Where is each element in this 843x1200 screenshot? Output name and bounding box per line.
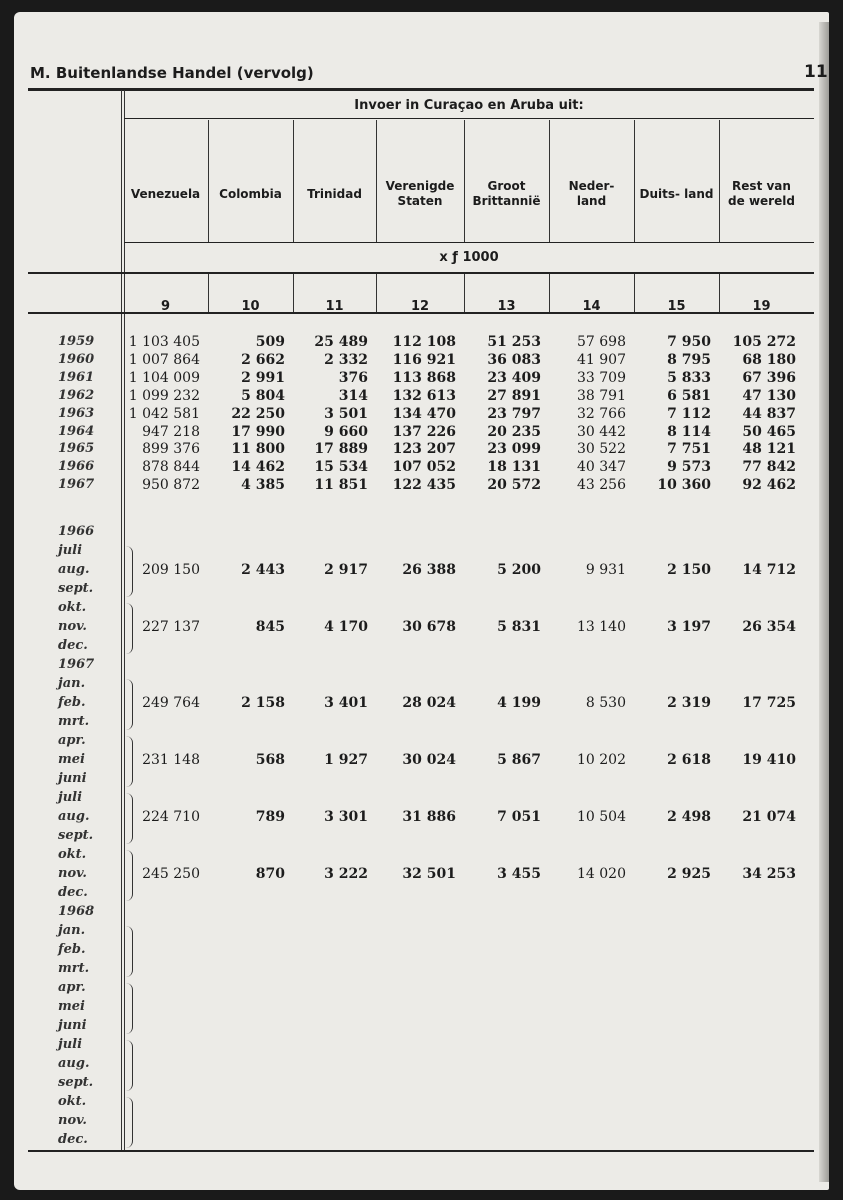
cell-value: 4 170 xyxy=(324,619,368,635)
cell-value: 209 150 xyxy=(142,562,200,578)
page-number: 11 xyxy=(804,62,828,82)
cell-value: 113 868 xyxy=(392,369,456,386)
cell-value: 44 837 xyxy=(742,405,796,422)
month-label: nov. xyxy=(58,866,87,881)
cell-value: 7 950 xyxy=(667,334,711,350)
month-label: juli xyxy=(58,1037,83,1052)
cell-value: 112 108 xyxy=(392,334,456,350)
table-row xyxy=(28,885,828,903)
cell-value: 2 917 xyxy=(324,562,368,578)
cell-value: 15 534 xyxy=(314,459,368,476)
table-row xyxy=(28,619,828,637)
cell-value: 509 xyxy=(255,334,285,350)
month-label: sept. xyxy=(58,581,94,596)
cell-value: 41 907 xyxy=(577,351,626,368)
table-row xyxy=(28,1018,828,1036)
table-row xyxy=(28,600,828,618)
cell-value: 92 462 xyxy=(742,477,796,494)
cell-value: 14 712 xyxy=(742,562,796,578)
cell-value: 789 xyxy=(255,809,285,825)
cell-value: 17 990 xyxy=(231,423,285,440)
cell-value: 3 501 xyxy=(324,405,368,422)
column-number: 14 xyxy=(582,299,601,314)
table-row xyxy=(28,562,828,580)
cell-value: 9 931 xyxy=(585,562,626,578)
cell-value: 50 465 xyxy=(742,423,796,440)
cell-value: 30 522 xyxy=(577,441,626,458)
table-row xyxy=(28,388,828,406)
cell-value: 249 764 xyxy=(142,695,200,711)
table-row xyxy=(28,543,828,561)
cell-value: 30 442 xyxy=(577,423,626,440)
month-label: aug. xyxy=(58,1056,90,1071)
cell-value: 6 581 xyxy=(667,387,711,404)
column-divider xyxy=(634,120,635,242)
row-year: 1960 xyxy=(58,351,95,367)
cell-value: 34 253 xyxy=(742,866,796,882)
cell-value: 21 074 xyxy=(742,809,796,825)
month-label: dec. xyxy=(58,885,88,900)
table-row xyxy=(28,866,828,884)
cell-value: 11 800 xyxy=(231,441,285,458)
cell-value: 2 332 xyxy=(324,351,368,368)
table-row xyxy=(28,370,828,388)
cell-value: 134 470 xyxy=(392,405,456,422)
cell-value: 314 xyxy=(338,387,368,404)
month-label: mei xyxy=(58,999,85,1014)
table-row xyxy=(28,771,828,789)
cell-value: 2 618 xyxy=(667,752,711,768)
table-row xyxy=(28,676,828,694)
top-rule xyxy=(28,88,814,91)
cell-value: 2 150 xyxy=(667,562,711,578)
cell-value: 2 158 xyxy=(241,695,285,711)
cell-value: 23 797 xyxy=(487,405,541,422)
table-row xyxy=(28,980,828,998)
month-label: aug. xyxy=(58,809,90,824)
row-year: 1967 xyxy=(58,477,95,493)
month-label: mrt. xyxy=(58,714,90,729)
cell-value: 2 498 xyxy=(667,809,711,825)
cell-value: 105 272 xyxy=(732,334,796,350)
cell-value: 19 410 xyxy=(742,752,796,768)
month-label: feb. xyxy=(58,695,86,710)
column-divider xyxy=(464,120,465,242)
cell-value: 123 207 xyxy=(392,441,456,458)
rule xyxy=(124,242,814,243)
month-label: okt. xyxy=(58,600,87,615)
month-label: jan. xyxy=(58,676,86,691)
table-row xyxy=(28,961,828,979)
cell-value: 1 103 405 xyxy=(128,334,200,350)
cell-value: 57 698 xyxy=(577,334,626,350)
cell-value: 43 256 xyxy=(577,477,626,494)
cell-value: 25 489 xyxy=(314,334,368,350)
cell-value: 20 572 xyxy=(487,477,541,494)
cell-value: 67 396 xyxy=(742,369,796,386)
cell-value: 2 443 xyxy=(241,562,285,578)
section-year: 1968 xyxy=(58,904,95,919)
table-row xyxy=(28,581,828,599)
row-year: 1961 xyxy=(58,369,95,385)
cell-value: 5 200 xyxy=(497,562,541,578)
cell-value: 376 xyxy=(338,369,368,386)
cell-value: 17 889 xyxy=(314,441,368,458)
cell-value: 7 112 xyxy=(667,405,711,422)
column-header xyxy=(552,164,631,224)
month-label: mrt. xyxy=(58,961,90,976)
cell-value: 10 504 xyxy=(577,809,626,825)
column-number: 10 xyxy=(241,299,260,314)
table-row xyxy=(28,733,828,751)
cell-value: 2 662 xyxy=(241,351,285,368)
month-label: juni xyxy=(58,771,87,786)
cell-value: 23 099 xyxy=(487,441,541,458)
column-header xyxy=(637,164,716,224)
cell-value: 51 253 xyxy=(487,334,541,350)
cell-value: 30 678 xyxy=(402,619,456,635)
cell-value: 8 530 xyxy=(585,695,626,711)
cell-value: 2 925 xyxy=(667,866,711,882)
cell-value: 568 xyxy=(255,752,285,768)
table-row xyxy=(28,406,828,424)
column-header-label: Verenigde Staten xyxy=(385,179,455,208)
column-divider xyxy=(293,120,294,242)
row-year: 1962 xyxy=(58,387,95,403)
row-year: 1963 xyxy=(58,405,95,421)
column-header-label: Colombia xyxy=(219,186,282,201)
cell-value: 30 024 xyxy=(402,752,456,768)
table-row xyxy=(28,1094,828,1112)
row-year: 1966 xyxy=(58,459,95,475)
cell-value: 77 842 xyxy=(742,459,796,476)
table-row xyxy=(28,352,828,370)
month-label: feb. xyxy=(58,942,86,957)
column-header-label: Neder- land xyxy=(568,179,615,208)
cell-value: 20 235 xyxy=(487,423,541,440)
cell-value: 10 360 xyxy=(657,477,711,494)
cell-value: 3 197 xyxy=(667,619,711,635)
table-row xyxy=(28,828,828,846)
table-row xyxy=(28,424,828,442)
rule xyxy=(28,272,814,274)
column-header xyxy=(722,164,801,224)
column-number: 12 xyxy=(410,299,430,314)
column-number: 19 xyxy=(752,299,771,314)
cell-value: 33 709 xyxy=(577,369,626,386)
cell-value: 2 319 xyxy=(667,695,711,711)
row-year: 1965 xyxy=(58,441,95,457)
column-header-label: Duits- land xyxy=(639,186,714,201)
cell-value: 8 795 xyxy=(667,351,711,368)
row-year: 1959 xyxy=(58,334,95,349)
column-header xyxy=(379,164,461,224)
cell-value: 5 867 xyxy=(497,752,541,768)
row-year: 1964 xyxy=(58,423,95,439)
cell-value: 11 851 xyxy=(314,477,368,494)
cell-value: 3 222 xyxy=(324,866,368,882)
table-row xyxy=(28,441,828,459)
cell-value: 22 250 xyxy=(231,405,285,422)
table-row xyxy=(28,847,828,865)
cell-value: 14 020 xyxy=(577,866,626,882)
section-year: 1966 xyxy=(58,524,95,539)
cell-value: 28 024 xyxy=(402,695,456,711)
cell-value: 1 042 581 xyxy=(128,405,200,422)
section-year-row xyxy=(28,657,828,675)
table-row xyxy=(28,1113,828,1131)
column-divider xyxy=(549,120,550,242)
table-row xyxy=(28,942,828,960)
table-row xyxy=(28,1132,828,1150)
table-row xyxy=(28,790,828,808)
cell-value: 245 250 xyxy=(142,866,200,882)
table-row xyxy=(28,923,828,941)
month-label: sept. xyxy=(58,1075,94,1090)
group-title: Invoer in Curaçao en Aruba uit: xyxy=(354,98,584,113)
month-label: juli xyxy=(58,790,83,805)
cell-value: 1 927 xyxy=(324,752,368,768)
cell-value: 899 376 xyxy=(142,441,200,458)
cell-value: 1 104 009 xyxy=(128,369,200,386)
month-label: nov. xyxy=(58,1113,87,1128)
cell-value: 9 573 xyxy=(667,459,711,476)
table-row xyxy=(28,714,828,732)
month-label: juli xyxy=(58,543,83,558)
cell-value: 870 xyxy=(255,866,285,882)
column-divider xyxy=(719,120,720,242)
column-header-label: Venezuela xyxy=(130,186,201,201)
cell-value: 224 710 xyxy=(142,809,200,825)
cell-value: 878 844 xyxy=(142,459,200,476)
cell-value: 5 804 xyxy=(241,387,285,404)
cell-value: 32 501 xyxy=(402,866,456,882)
month-label: okt. xyxy=(58,847,87,862)
month-label: okt. xyxy=(58,1094,87,1109)
month-label: mei xyxy=(58,752,85,767)
column-number: 15 xyxy=(667,299,686,314)
cell-value: 137 226 xyxy=(392,423,456,440)
cell-value: 950 872 xyxy=(142,477,200,494)
cell-value: 40 347 xyxy=(577,459,626,476)
table-row xyxy=(28,695,828,713)
cell-value: 18 131 xyxy=(487,459,541,476)
column-number: 13 xyxy=(497,299,516,314)
cell-value: 3 301 xyxy=(324,809,368,825)
cell-value: 32 766 xyxy=(577,405,626,422)
column-divider xyxy=(208,120,209,242)
month-label: dec. xyxy=(58,1132,88,1147)
cell-value: 947 218 xyxy=(142,423,200,440)
cell-value: 27 891 xyxy=(487,387,541,404)
cell-value: 5 831 xyxy=(497,619,541,635)
cell-value: 68 180 xyxy=(742,351,796,368)
cell-value: 13 140 xyxy=(577,619,626,635)
table-row xyxy=(28,1056,828,1074)
table-row xyxy=(28,638,828,656)
month-label: apr. xyxy=(58,733,86,748)
document-page xyxy=(14,12,829,1190)
column-divider xyxy=(376,120,377,242)
cell-value: 31 886 xyxy=(402,809,456,825)
cell-value: 7 751 xyxy=(667,441,711,458)
cell-value: 38 791 xyxy=(577,387,626,404)
table-row xyxy=(28,999,828,1017)
column-header xyxy=(126,164,205,224)
column-number: 11 xyxy=(325,299,344,314)
cell-value: 1 007 864 xyxy=(128,351,200,368)
cell-value: 122 435 xyxy=(392,477,456,494)
cell-value: 1 099 232 xyxy=(128,387,200,404)
cell-value: 7 051 xyxy=(497,809,541,825)
column-header xyxy=(296,164,373,224)
cell-value: 3 455 xyxy=(497,866,541,882)
column-header xyxy=(211,164,290,224)
cell-value: 132 613 xyxy=(392,387,456,404)
table-row xyxy=(28,752,828,770)
section-year: 1967 xyxy=(58,657,95,672)
table-row xyxy=(28,477,828,495)
month-label: sept. xyxy=(58,828,94,843)
cell-value: 227 137 xyxy=(142,619,200,635)
cell-value: 48 121 xyxy=(742,441,796,458)
cell-value: 8 114 xyxy=(667,423,711,440)
cell-value: 2 991 xyxy=(241,369,285,386)
bottom-rule xyxy=(28,1150,814,1152)
table-row xyxy=(28,334,828,352)
column-header-label: Rest van de wereld xyxy=(728,179,795,208)
month-label: juni xyxy=(58,1018,87,1033)
table-row xyxy=(28,1075,828,1093)
cell-value: 9 660 xyxy=(324,423,368,440)
column-header-label: Trinidad xyxy=(307,186,362,201)
cell-value: 10 202 xyxy=(577,752,626,768)
cell-value: 17 725 xyxy=(742,695,796,711)
cell-value: 845 xyxy=(255,619,285,635)
table-row xyxy=(28,459,828,477)
cell-value: 36 083 xyxy=(487,351,541,368)
section-title: M. Buitenlandse Handel (vervolg) xyxy=(30,64,314,82)
unit-label: x ƒ 1000 xyxy=(439,250,499,265)
column-header-label: Groot Brittannië xyxy=(472,179,541,208)
month-label: dec. xyxy=(58,638,88,653)
cell-value: 4 385 xyxy=(241,477,285,494)
rule xyxy=(124,118,814,119)
cell-value: 23 409 xyxy=(487,369,541,386)
section-year-row xyxy=(28,904,828,922)
table-row xyxy=(28,1037,828,1055)
table-row xyxy=(28,809,828,827)
month-label: nov. xyxy=(58,619,87,634)
cell-value: 3 401 xyxy=(324,695,368,711)
column-number: 9 xyxy=(160,299,171,314)
cell-value: 116 921 xyxy=(392,351,456,368)
month-label: jan. xyxy=(58,923,86,938)
column-header xyxy=(467,164,546,224)
cell-value: 5 833 xyxy=(667,369,711,386)
month-label: apr. xyxy=(58,980,86,995)
section-year-row xyxy=(28,524,828,542)
month-label: aug. xyxy=(58,562,90,577)
cell-value: 231 148 xyxy=(142,752,200,768)
cell-value: 4 199 xyxy=(497,695,541,711)
cell-value: 107 052 xyxy=(392,459,456,476)
cell-value: 47 130 xyxy=(742,387,796,404)
cell-value: 26 354 xyxy=(742,619,796,635)
cell-value: 14 462 xyxy=(231,459,285,476)
cell-value: 26 388 xyxy=(402,562,456,578)
